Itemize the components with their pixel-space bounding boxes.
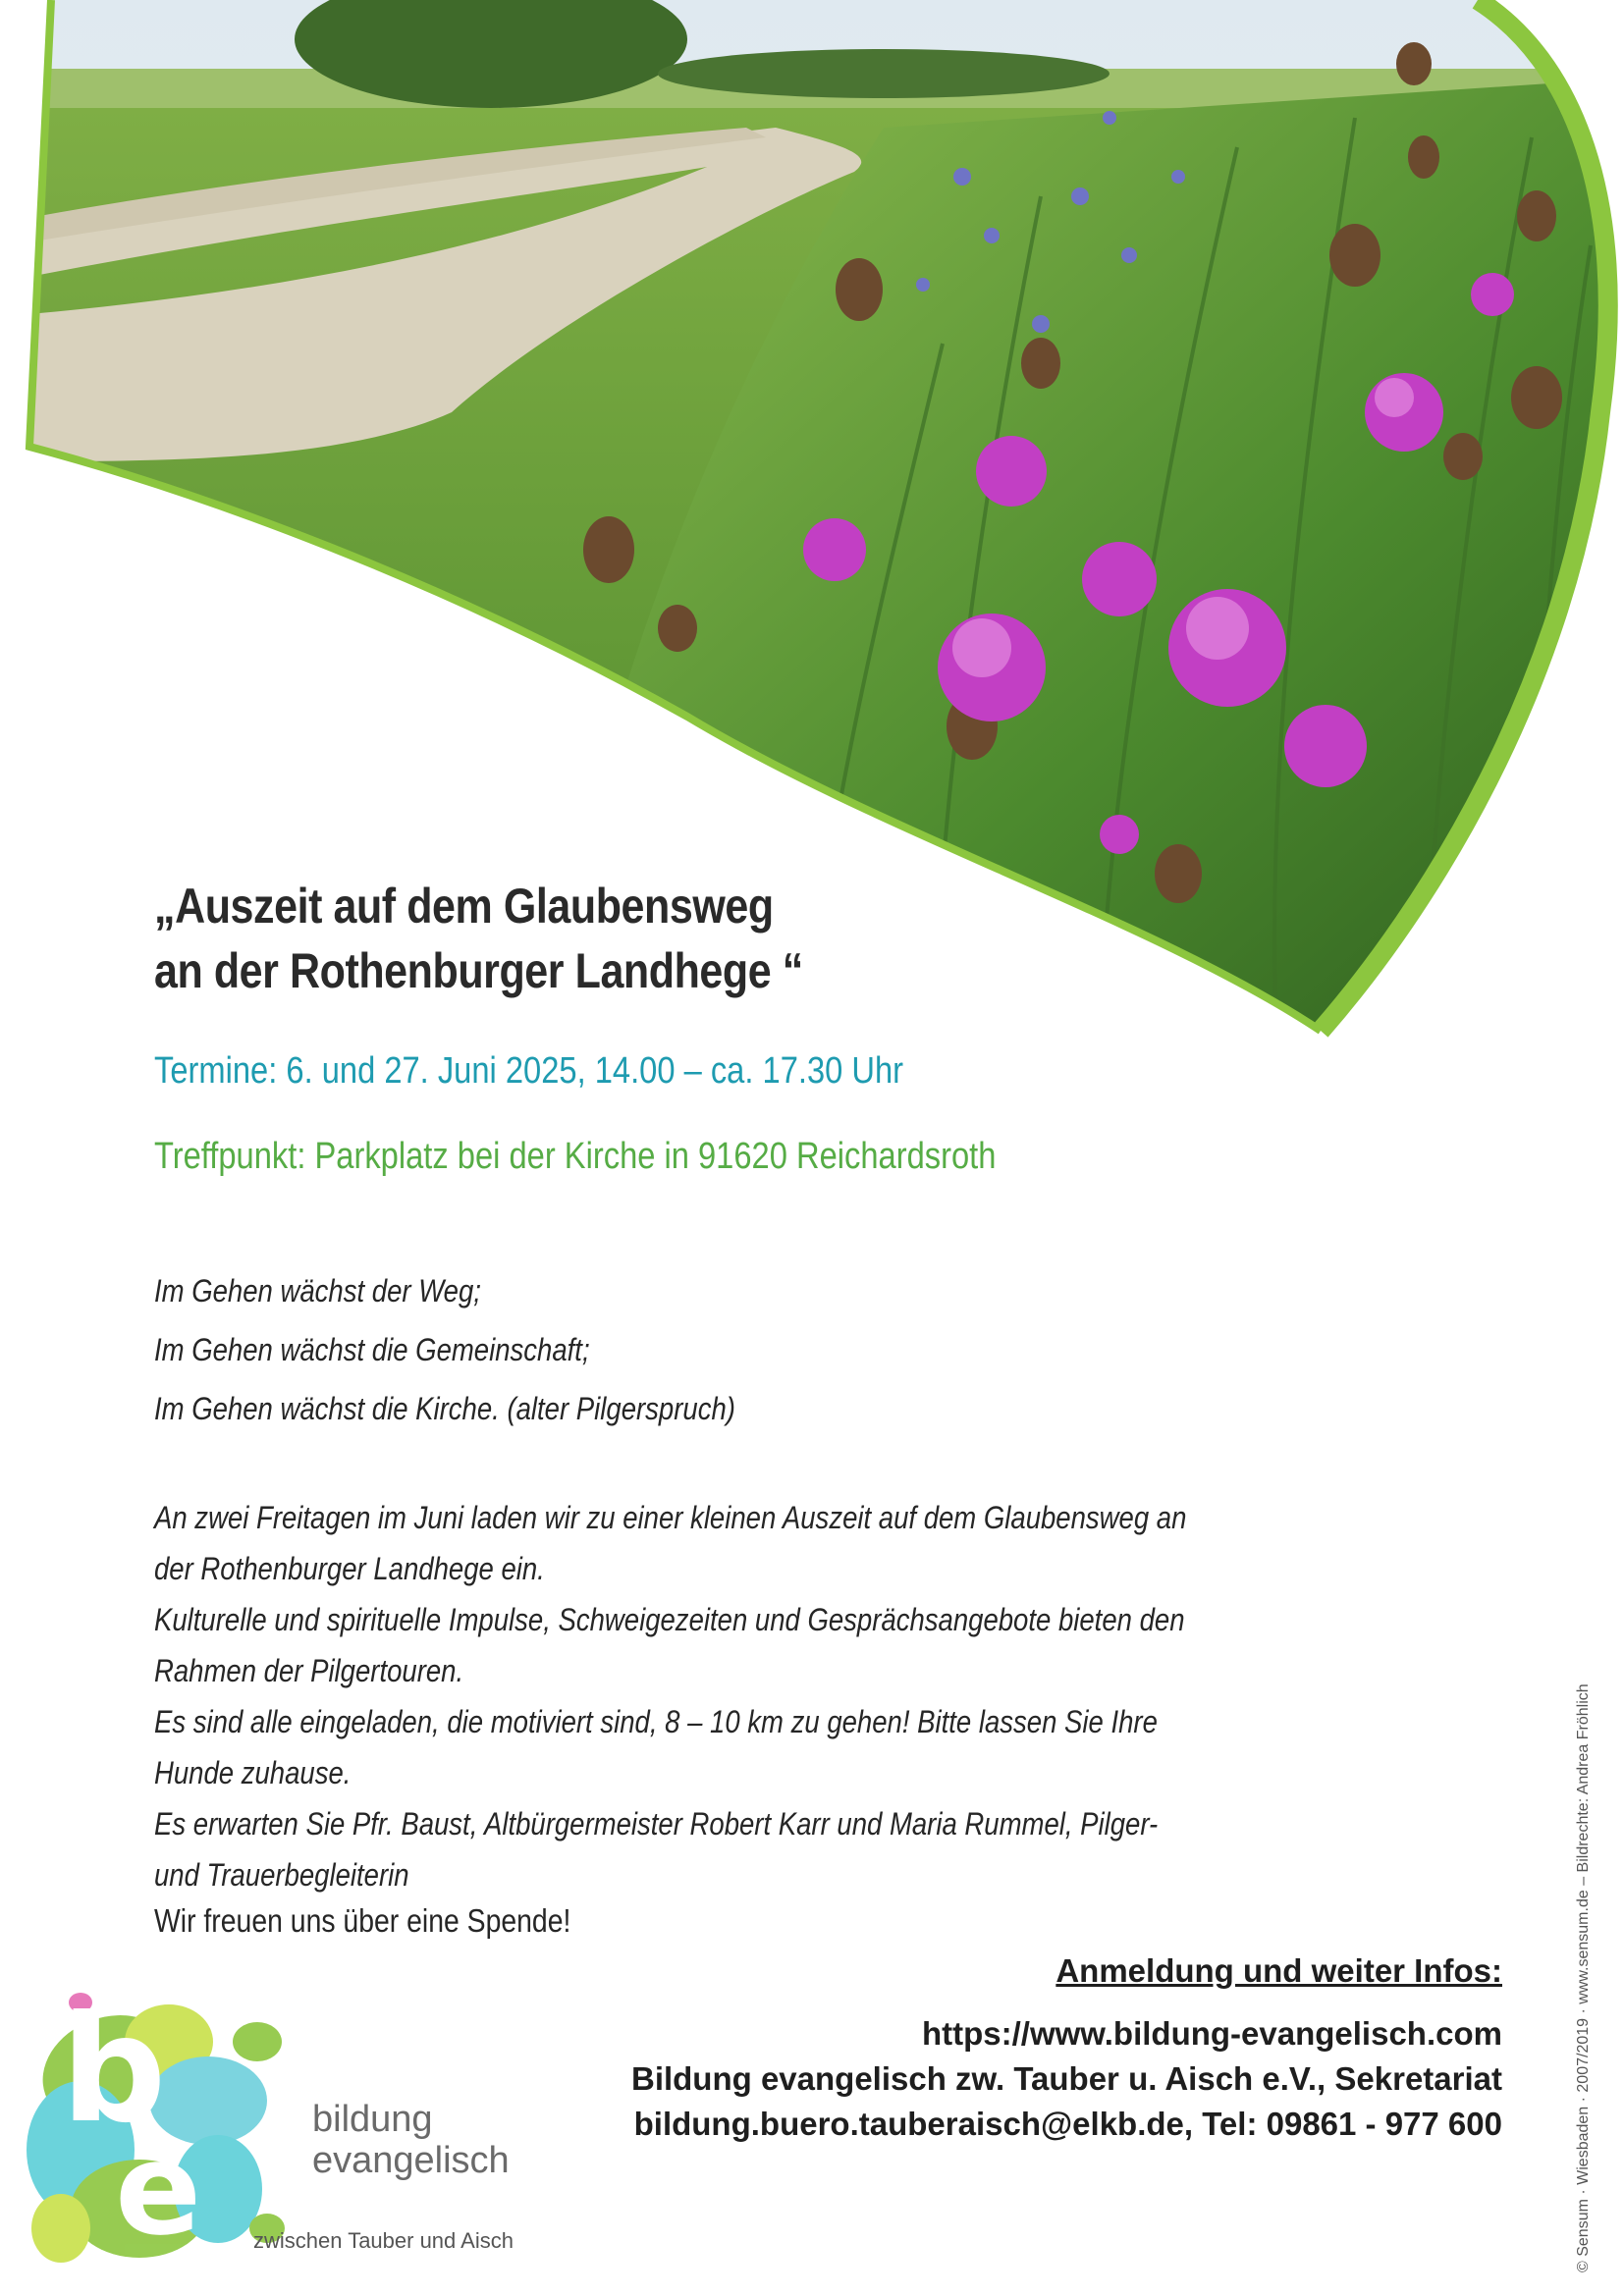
- logo-letter-e: e: [115, 2114, 202, 2264]
- contact-block: [631, 1949, 1502, 2147]
- quote-line: Im Gehen wächst die Gemeinschaft;: [154, 1332, 590, 1367]
- event-dates: Termine: 6. und 27. Juni 2025, 14.00 – ca. 17.30 Uhr: [154, 1050, 904, 1092]
- logo-tagline: zwischen Tauber und Aisch: [253, 2228, 514, 2253]
- pilgrim-quote: [154, 1261, 735, 1438]
- description-paragraph: An zwei Freitagen im Juni laden wir zu einer kleinen Auszeit auf dem Glaubensweg an der Rothenburger Landhege ein.: [154, 1500, 1187, 1586]
- contact-email-phone[interactable]: bildung.buero.tauberaisch@elkb.de, Tel: 09861 - 977 600: [633, 2106, 1502, 2142]
- logo-word-evangelisch: evangelisch: [312, 2140, 510, 2181]
- logo-word-bildung: bildung: [312, 2099, 433, 2140]
- event-title: [154, 874, 803, 1003]
- contact-url-link[interactable]: https://www.bildung-evangelisch.com: [922, 2015, 1502, 2052]
- quote-line: Im Gehen wächst die Kirche. (alter Pilgerspruch): [154, 1391, 735, 1426]
- logo-letter-b: b: [61, 1985, 167, 2156]
- description-paragraph: Kulturelle und spirituelle Impulse, Schweigezeiten und Gesprächsangebote bieten den Rahmen der Pilgertouren.: [154, 1602, 1185, 1688]
- event-description: [154, 1492, 1193, 1900]
- meeting-point: Treffpunkt: Parkplatz bei der Kirche in 91620 Reichardsroth: [154, 1136, 997, 1177]
- contact-heading: Anmeldung und weiter Infos:: [1056, 1952, 1502, 1989]
- title-line-2: an der Rothenburger Landhege “: [154, 943, 803, 998]
- description-paragraph: Es erwarten Sie Pfr. Baust, Altbürgermeister Robert Karr und Maria Rummel, Pilger- und Trauerbegleiterin: [154, 1806, 1159, 1893]
- description-paragraph: Es sind alle eingeladen, die motiviert sind, 8 – 10 km zu gehen! Bitte lassen Sie Ihre Hunde zuhause.: [154, 1704, 1158, 1790]
- quote-line: Im Gehen wächst der Weg;: [154, 1273, 481, 1308]
- title-line-1: „Auszeit auf dem Glaubensweg: [154, 879, 774, 934]
- contact-organization: Bildung evangelisch zw. Tauber u. Aisch e.V., Sekretariat: [630, 2060, 1502, 2097]
- donation-note: Wir freuen uns über eine Spende!: [154, 1902, 571, 1939]
- photo-credit: © Sensum · Wiesbaden · 2007/2019 · www.sensum.de – Bildrechte: Andrea Fröhlich: [1575, 1683, 1592, 2272]
